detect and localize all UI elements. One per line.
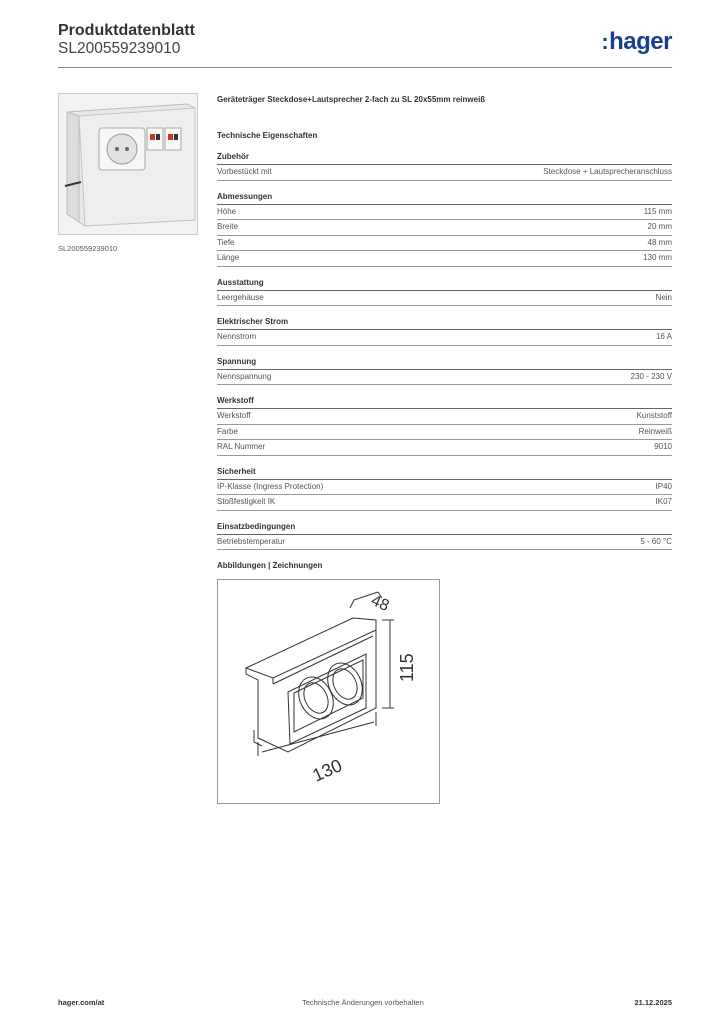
spec-groups	[217, 152, 672, 550]
logo-text: hager	[609, 28, 672, 55]
spec-group-title: Abmessungen	[217, 192, 672, 205]
spec-group-title: Zubehör	[217, 152, 672, 165]
spec-group	[217, 317, 672, 346]
spec-group-title: Spannung	[217, 357, 672, 370]
spec-value: Reinweiß	[638, 426, 672, 436]
spec-label: IP-Klasse (Ingress Protection)	[217, 481, 324, 491]
hager-logo: :hager	[601, 28, 672, 55]
spec-group	[217, 396, 672, 456]
spec-label: RAL Nummer	[217, 442, 266, 451]
spec-group	[217, 357, 672, 386]
spec-row	[217, 291, 672, 307]
spec-row	[217, 251, 672, 267]
footer-notice: Technische Änderungen vorbehalten	[302, 998, 424, 1007]
spec-label: Tiefe	[217, 237, 235, 247]
spec-label: Stoßfestigkeit IK	[217, 497, 276, 506]
spec-row	[217, 205, 672, 221]
dimension-depth: 48	[368, 592, 392, 615]
spec-value: 130 mm	[643, 253, 672, 262]
spec-label: Höhe	[217, 206, 237, 216]
spec-group-title: Einsatzbedingungen	[217, 522, 672, 535]
header-divider	[58, 67, 672, 68]
spec-value: IK07	[655, 497, 672, 506]
spec-group	[217, 522, 672, 551]
product-title: Geräteträger Steckdose+Lautsprecher 2-fach zu SL 20x55mm reinweiß	[217, 95, 486, 104]
product-image-caption: SL200559239010	[58, 244, 118, 253]
dimension-height: 115	[397, 653, 417, 682]
spec-row	[217, 370, 672, 386]
spec-label: Breite	[217, 222, 238, 231]
spec-label: Werkstoff	[217, 411, 251, 420]
spec-row	[217, 236, 672, 252]
spec-value: Nein	[655, 292, 672, 302]
spec-group-title: Ausstattung	[217, 278, 672, 291]
footer-date: 21.12.2025	[634, 998, 672, 1007]
spec-group	[217, 467, 672, 511]
spec-row	[217, 425, 672, 441]
spec-row	[217, 409, 672, 425]
spec-value: 230 - 230 V	[630, 371, 672, 381]
spec-row	[217, 535, 672, 551]
section-title: Technische Eigenschaften	[217, 131, 318, 140]
spec-label: Länge	[217, 253, 240, 262]
spec-value: 16 A	[655, 332, 672, 341]
spec-group-title: Werkstoff	[217, 396, 672, 409]
spec-value: 115 mm	[643, 206, 672, 216]
spec-group-title: Sicherheit	[217, 467, 672, 480]
spec-value: 48 mm	[647, 237, 672, 247]
spec-value: 20 mm	[647, 222, 672, 231]
spec-value: Kunststoff	[636, 411, 672, 420]
dimension-length: 130	[309, 755, 346, 786]
spec-label: Nennspannung	[217, 371, 272, 381]
product-image	[58, 93, 198, 235]
spec-value: 9010	[654, 442, 672, 451]
technical-drawing	[217, 579, 440, 804]
spec-value: IP40	[655, 481, 672, 491]
spec-group	[217, 152, 672, 181]
footer-website[interactable]: hager.com/at	[58, 998, 105, 1007]
spec-group	[217, 192, 672, 267]
spec-row	[217, 495, 672, 511]
page-title: Produktdatenblatt	[58, 22, 195, 39]
spec-label: Vorbestückt mit	[217, 167, 272, 176]
spec-row	[217, 440, 672, 456]
spec-label: Leergehäuse	[217, 292, 264, 302]
spec-label: Farbe	[217, 426, 238, 436]
spec-group-title: Elektrischer Strom	[217, 317, 672, 330]
article-number: SL200559239010	[58, 40, 181, 57]
spec-label: Nennstrom	[217, 332, 257, 341]
spec-row	[217, 480, 672, 496]
spec-value: Steckdose + Lautsprecheranschluss	[543, 167, 672, 176]
spec-group	[217, 278, 672, 307]
spec-content	[217, 95, 672, 550]
drawings-title: Abbildungen | Zeichnungen	[217, 561, 323, 570]
spec-row	[217, 165, 672, 181]
spec-row	[217, 330, 672, 346]
spec-value: 5 - 60 °C	[640, 536, 672, 546]
spec-label: Betriebstemperatur	[217, 536, 286, 546]
spec-row	[217, 220, 672, 236]
